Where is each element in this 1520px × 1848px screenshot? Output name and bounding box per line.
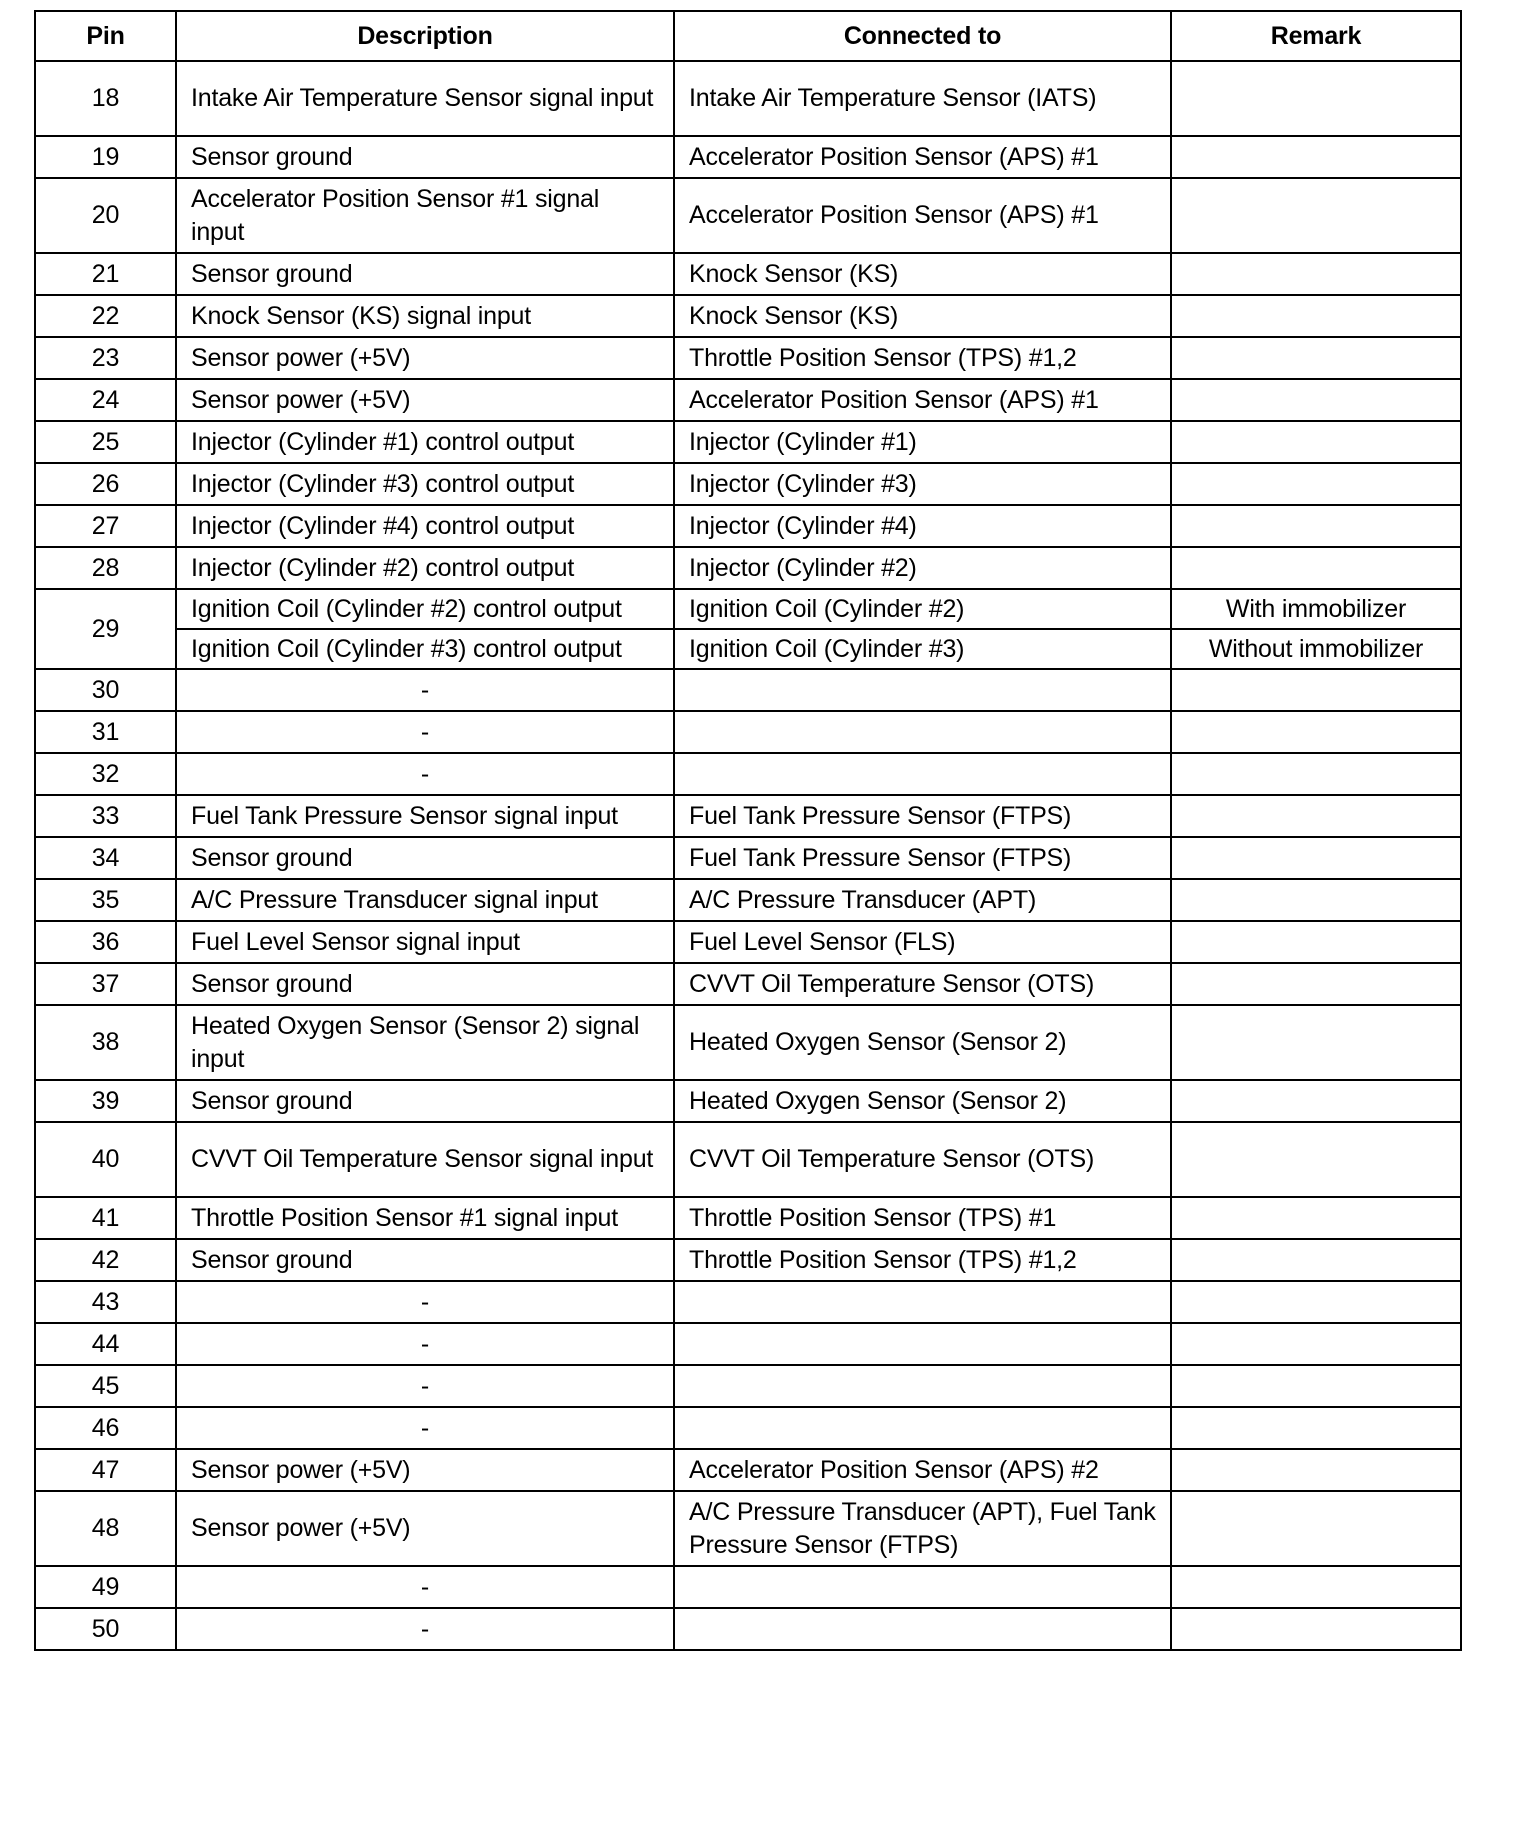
pin-remark bbox=[1171, 463, 1461, 505]
table-row bbox=[35, 837, 1461, 879]
pin-connected-to: Injector (Cylinder #4) bbox=[674, 505, 1171, 547]
pin-number: 35 bbox=[35, 879, 176, 921]
pin-connected-to: CVVT Oil Temperature Sensor (OTS) bbox=[674, 1122, 1171, 1197]
pin-remark bbox=[1171, 1407, 1461, 1449]
table-row bbox=[35, 547, 1461, 589]
pin-connected-to: Accelerator Position Sensor (APS) #1 bbox=[674, 178, 1171, 253]
pin-number: 28 bbox=[35, 547, 176, 589]
pin-remark: Without immobilizer bbox=[1171, 629, 1461, 669]
pin-connected-to: A/C Pressure Transducer (APT) bbox=[674, 879, 1171, 921]
pin-remark bbox=[1171, 1608, 1461, 1650]
pin-number: 27 bbox=[35, 505, 176, 547]
pin-remark bbox=[1171, 921, 1461, 963]
pin-description: - bbox=[176, 753, 674, 795]
table-row bbox=[35, 295, 1461, 337]
pin-description: Ignition Coil (Cylinder #3) control output bbox=[176, 629, 674, 669]
pin-remark bbox=[1171, 795, 1461, 837]
pin-number: 50 bbox=[35, 1608, 176, 1650]
table-row bbox=[35, 337, 1461, 379]
table-row bbox=[35, 1239, 1461, 1281]
table-row bbox=[35, 421, 1461, 463]
pin-remark bbox=[1171, 1566, 1461, 1608]
pin-connected-to bbox=[674, 669, 1171, 711]
pin-description: - bbox=[176, 1365, 674, 1407]
pin-remark bbox=[1171, 837, 1461, 879]
pin-connected-to: Accelerator Position Sensor (APS) #1 bbox=[674, 136, 1171, 178]
table-row bbox=[35, 178, 1461, 253]
pin-connected-to: Knock Sensor (KS) bbox=[674, 253, 1171, 295]
pin-description: Sensor power (+5V) bbox=[176, 1491, 674, 1566]
table-row bbox=[35, 1407, 1461, 1449]
pin-number: 18 bbox=[35, 61, 176, 136]
pin-remark bbox=[1171, 669, 1461, 711]
pin-connected-to: Injector (Cylinder #1) bbox=[674, 421, 1171, 463]
table-row bbox=[35, 1323, 1461, 1365]
pin-number: 25 bbox=[35, 421, 176, 463]
pin-remark bbox=[1171, 1005, 1461, 1080]
pin-table bbox=[34, 10, 1462, 1651]
pin-number: 49 bbox=[35, 1566, 176, 1608]
pin-remark bbox=[1171, 505, 1461, 547]
table-row bbox=[35, 1122, 1461, 1197]
pin-description: Injector (Cylinder #3) control output bbox=[176, 463, 674, 505]
pin-number: 20 bbox=[35, 178, 176, 253]
pin-connected-to: Fuel Tank Pressure Sensor (FTPS) bbox=[674, 837, 1171, 879]
pin-remark bbox=[1171, 1323, 1461, 1365]
table-row bbox=[35, 1080, 1461, 1122]
table-row bbox=[35, 505, 1461, 547]
pin-remark bbox=[1171, 1449, 1461, 1491]
pin-number: 22 bbox=[35, 295, 176, 337]
header-pin: Pin bbox=[35, 11, 176, 61]
table-row bbox=[35, 921, 1461, 963]
pin-description: Intake Air Temperature Sensor signal input bbox=[176, 61, 674, 136]
pin-number: 45 bbox=[35, 1365, 176, 1407]
pin-connected-to: Injector (Cylinder #3) bbox=[674, 463, 1171, 505]
pin-connected-to: Ignition Coil (Cylinder #2) bbox=[674, 589, 1171, 629]
pin-number: 32 bbox=[35, 753, 176, 795]
pin-description: Sensor power (+5V) bbox=[176, 337, 674, 379]
header-row bbox=[35, 11, 1461, 61]
pin-connected-to: Intake Air Temperature Sensor (IATS) bbox=[674, 61, 1171, 136]
table-row bbox=[35, 253, 1461, 295]
pin-description: Ignition Coil (Cylinder #2) control output bbox=[176, 589, 674, 629]
pin-description: Sensor ground bbox=[176, 136, 674, 178]
table-row bbox=[35, 1491, 1461, 1566]
pin-number: 37 bbox=[35, 963, 176, 1005]
pin-number: 30 bbox=[35, 669, 176, 711]
table-row bbox=[35, 463, 1461, 505]
pin-number: 43 bbox=[35, 1281, 176, 1323]
pin-number: 21 bbox=[35, 253, 176, 295]
pin-connected-to: Throttle Position Sensor (TPS) #1,2 bbox=[674, 337, 1171, 379]
pin-connected-to: Accelerator Position Sensor (APS) #2 bbox=[674, 1449, 1171, 1491]
pin-description: Fuel Level Sensor signal input bbox=[176, 921, 674, 963]
pin-remark bbox=[1171, 379, 1461, 421]
pin-remark bbox=[1171, 1239, 1461, 1281]
pin-number: 46 bbox=[35, 1407, 176, 1449]
pin-number: 39 bbox=[35, 1080, 176, 1122]
pin-connected-to bbox=[674, 1281, 1171, 1323]
pin-connected-to bbox=[674, 1407, 1171, 1449]
pin-remark bbox=[1171, 61, 1461, 136]
pin-connected-to bbox=[674, 753, 1171, 795]
pin-description: A/C Pressure Transducer signal input bbox=[176, 879, 674, 921]
pin-number: 47 bbox=[35, 1449, 176, 1491]
pin-remark bbox=[1171, 879, 1461, 921]
pin-remark bbox=[1171, 1122, 1461, 1197]
pin-number: 33 bbox=[35, 795, 176, 837]
pin-number: 19 bbox=[35, 136, 176, 178]
table-row bbox=[35, 1005, 1461, 1080]
pin-connected-to: Injector (Cylinder #2) bbox=[674, 547, 1171, 589]
table-row bbox=[35, 795, 1461, 837]
table-row bbox=[35, 963, 1461, 1005]
pin-connected-to: Heated Oxygen Sensor (Sensor 2) bbox=[674, 1080, 1171, 1122]
pin-remark bbox=[1171, 295, 1461, 337]
pin-description: Sensor ground bbox=[176, 1080, 674, 1122]
table-row bbox=[35, 879, 1461, 921]
pin-description: Sensor power (+5V) bbox=[176, 379, 674, 421]
pin-number: 48 bbox=[35, 1491, 176, 1566]
table-row bbox=[35, 669, 1461, 711]
pin-description: - bbox=[176, 1608, 674, 1650]
pin-connected-to: Ignition Coil (Cylinder #3) bbox=[674, 629, 1171, 669]
pin-remark bbox=[1171, 253, 1461, 295]
table-row bbox=[35, 1608, 1461, 1650]
pin-connected-to: Throttle Position Sensor (TPS) #1,2 bbox=[674, 1239, 1171, 1281]
table-row bbox=[35, 711, 1461, 753]
pin-remark bbox=[1171, 753, 1461, 795]
pin-description: - bbox=[176, 711, 674, 753]
table-row bbox=[35, 1365, 1461, 1407]
pin-number: 44 bbox=[35, 1323, 176, 1365]
pin-remark bbox=[1171, 178, 1461, 253]
pin-remark bbox=[1171, 547, 1461, 589]
pin-description: Throttle Position Sensor #1 signal input bbox=[176, 1197, 674, 1239]
table-row bbox=[35, 753, 1461, 795]
pin-connected-to: Accelerator Position Sensor (APS) #1 bbox=[674, 379, 1171, 421]
pin-description: - bbox=[176, 1407, 674, 1449]
table-row bbox=[35, 136, 1461, 178]
pin-remark bbox=[1171, 1365, 1461, 1407]
pin-number: 29 bbox=[35, 589, 176, 669]
pin-number: 23 bbox=[35, 337, 176, 379]
pin-remark bbox=[1171, 711, 1461, 753]
pin-number: 26 bbox=[35, 463, 176, 505]
pin-description: Sensor power (+5V) bbox=[176, 1449, 674, 1491]
pin-connected-to: Knock Sensor (KS) bbox=[674, 295, 1171, 337]
pin-description: Sensor ground bbox=[176, 963, 674, 1005]
pin-description: - bbox=[176, 1566, 674, 1608]
table-row bbox=[35, 1449, 1461, 1491]
pin-remark bbox=[1171, 1080, 1461, 1122]
pin-description: Injector (Cylinder #2) control output bbox=[176, 547, 674, 589]
header-description: Description bbox=[176, 11, 674, 61]
pin-number: 36 bbox=[35, 921, 176, 963]
pin-description: Heated Oxygen Sensor (Sensor 2) signal input bbox=[176, 1005, 674, 1080]
pin-remark bbox=[1171, 1491, 1461, 1566]
table-row bbox=[35, 379, 1461, 421]
pin-description: Sensor ground bbox=[176, 253, 674, 295]
pin-number: 42 bbox=[35, 1239, 176, 1281]
pin-description: - bbox=[176, 669, 674, 711]
pin-connected-to bbox=[674, 1365, 1171, 1407]
pin-connected-to: Fuel Tank Pressure Sensor (FTPS) bbox=[674, 795, 1171, 837]
pin-number: 40 bbox=[35, 1122, 176, 1197]
pin-description: Sensor ground bbox=[176, 1239, 674, 1281]
pin-connected-to: Fuel Level Sensor (FLS) bbox=[674, 921, 1171, 963]
pin-description: Sensor ground bbox=[176, 837, 674, 879]
pin-connected-to: Heated Oxygen Sensor (Sensor 2) bbox=[674, 1005, 1171, 1080]
pin-connected-to bbox=[674, 1323, 1171, 1365]
pin-connected-to bbox=[674, 1566, 1171, 1608]
pin-remark bbox=[1171, 1197, 1461, 1239]
pin-connected-to: Throttle Position Sensor (TPS) #1 bbox=[674, 1197, 1171, 1239]
pin-connected-to bbox=[674, 1608, 1171, 1650]
pin-connected-to bbox=[674, 711, 1171, 753]
table-row-sub bbox=[35, 629, 1461, 669]
pin-connected-to: CVVT Oil Temperature Sensor (OTS) bbox=[674, 963, 1171, 1005]
pin-description: Knock Sensor (KS) signal input bbox=[176, 295, 674, 337]
pin-description: Injector (Cylinder #4) control output bbox=[176, 505, 674, 547]
table-row bbox=[35, 589, 1461, 629]
pin-remark bbox=[1171, 963, 1461, 1005]
pin-number: 24 bbox=[35, 379, 176, 421]
pin-remark bbox=[1171, 421, 1461, 463]
pin-number: 38 bbox=[35, 1005, 176, 1080]
pin-number: 31 bbox=[35, 711, 176, 753]
table-row bbox=[35, 61, 1461, 136]
pin-description: - bbox=[176, 1323, 674, 1365]
header-remark: Remark bbox=[1171, 11, 1461, 61]
pin-number: 41 bbox=[35, 1197, 176, 1239]
header-connected-to: Connected to bbox=[674, 11, 1171, 61]
pin-description: Accelerator Position Sensor #1 signal input bbox=[176, 178, 674, 253]
pin-description: Fuel Tank Pressure Sensor signal input bbox=[176, 795, 674, 837]
pin-number: 34 bbox=[35, 837, 176, 879]
table-row bbox=[35, 1566, 1461, 1608]
table-row bbox=[35, 1281, 1461, 1323]
pin-description: Injector (Cylinder #1) control output bbox=[176, 421, 674, 463]
pin-remark bbox=[1171, 136, 1461, 178]
pin-remark: With immobilizer bbox=[1171, 589, 1461, 629]
pin-description: - bbox=[176, 1281, 674, 1323]
pin-remark bbox=[1171, 1281, 1461, 1323]
pin-description: CVVT Oil Temperature Sensor signal input bbox=[176, 1122, 674, 1197]
pin-remark bbox=[1171, 337, 1461, 379]
pin-connected-to: A/C Pressure Transducer (APT), Fuel Tank Pressure Sensor (FTPS) bbox=[674, 1491, 1171, 1566]
table-row bbox=[35, 1197, 1461, 1239]
